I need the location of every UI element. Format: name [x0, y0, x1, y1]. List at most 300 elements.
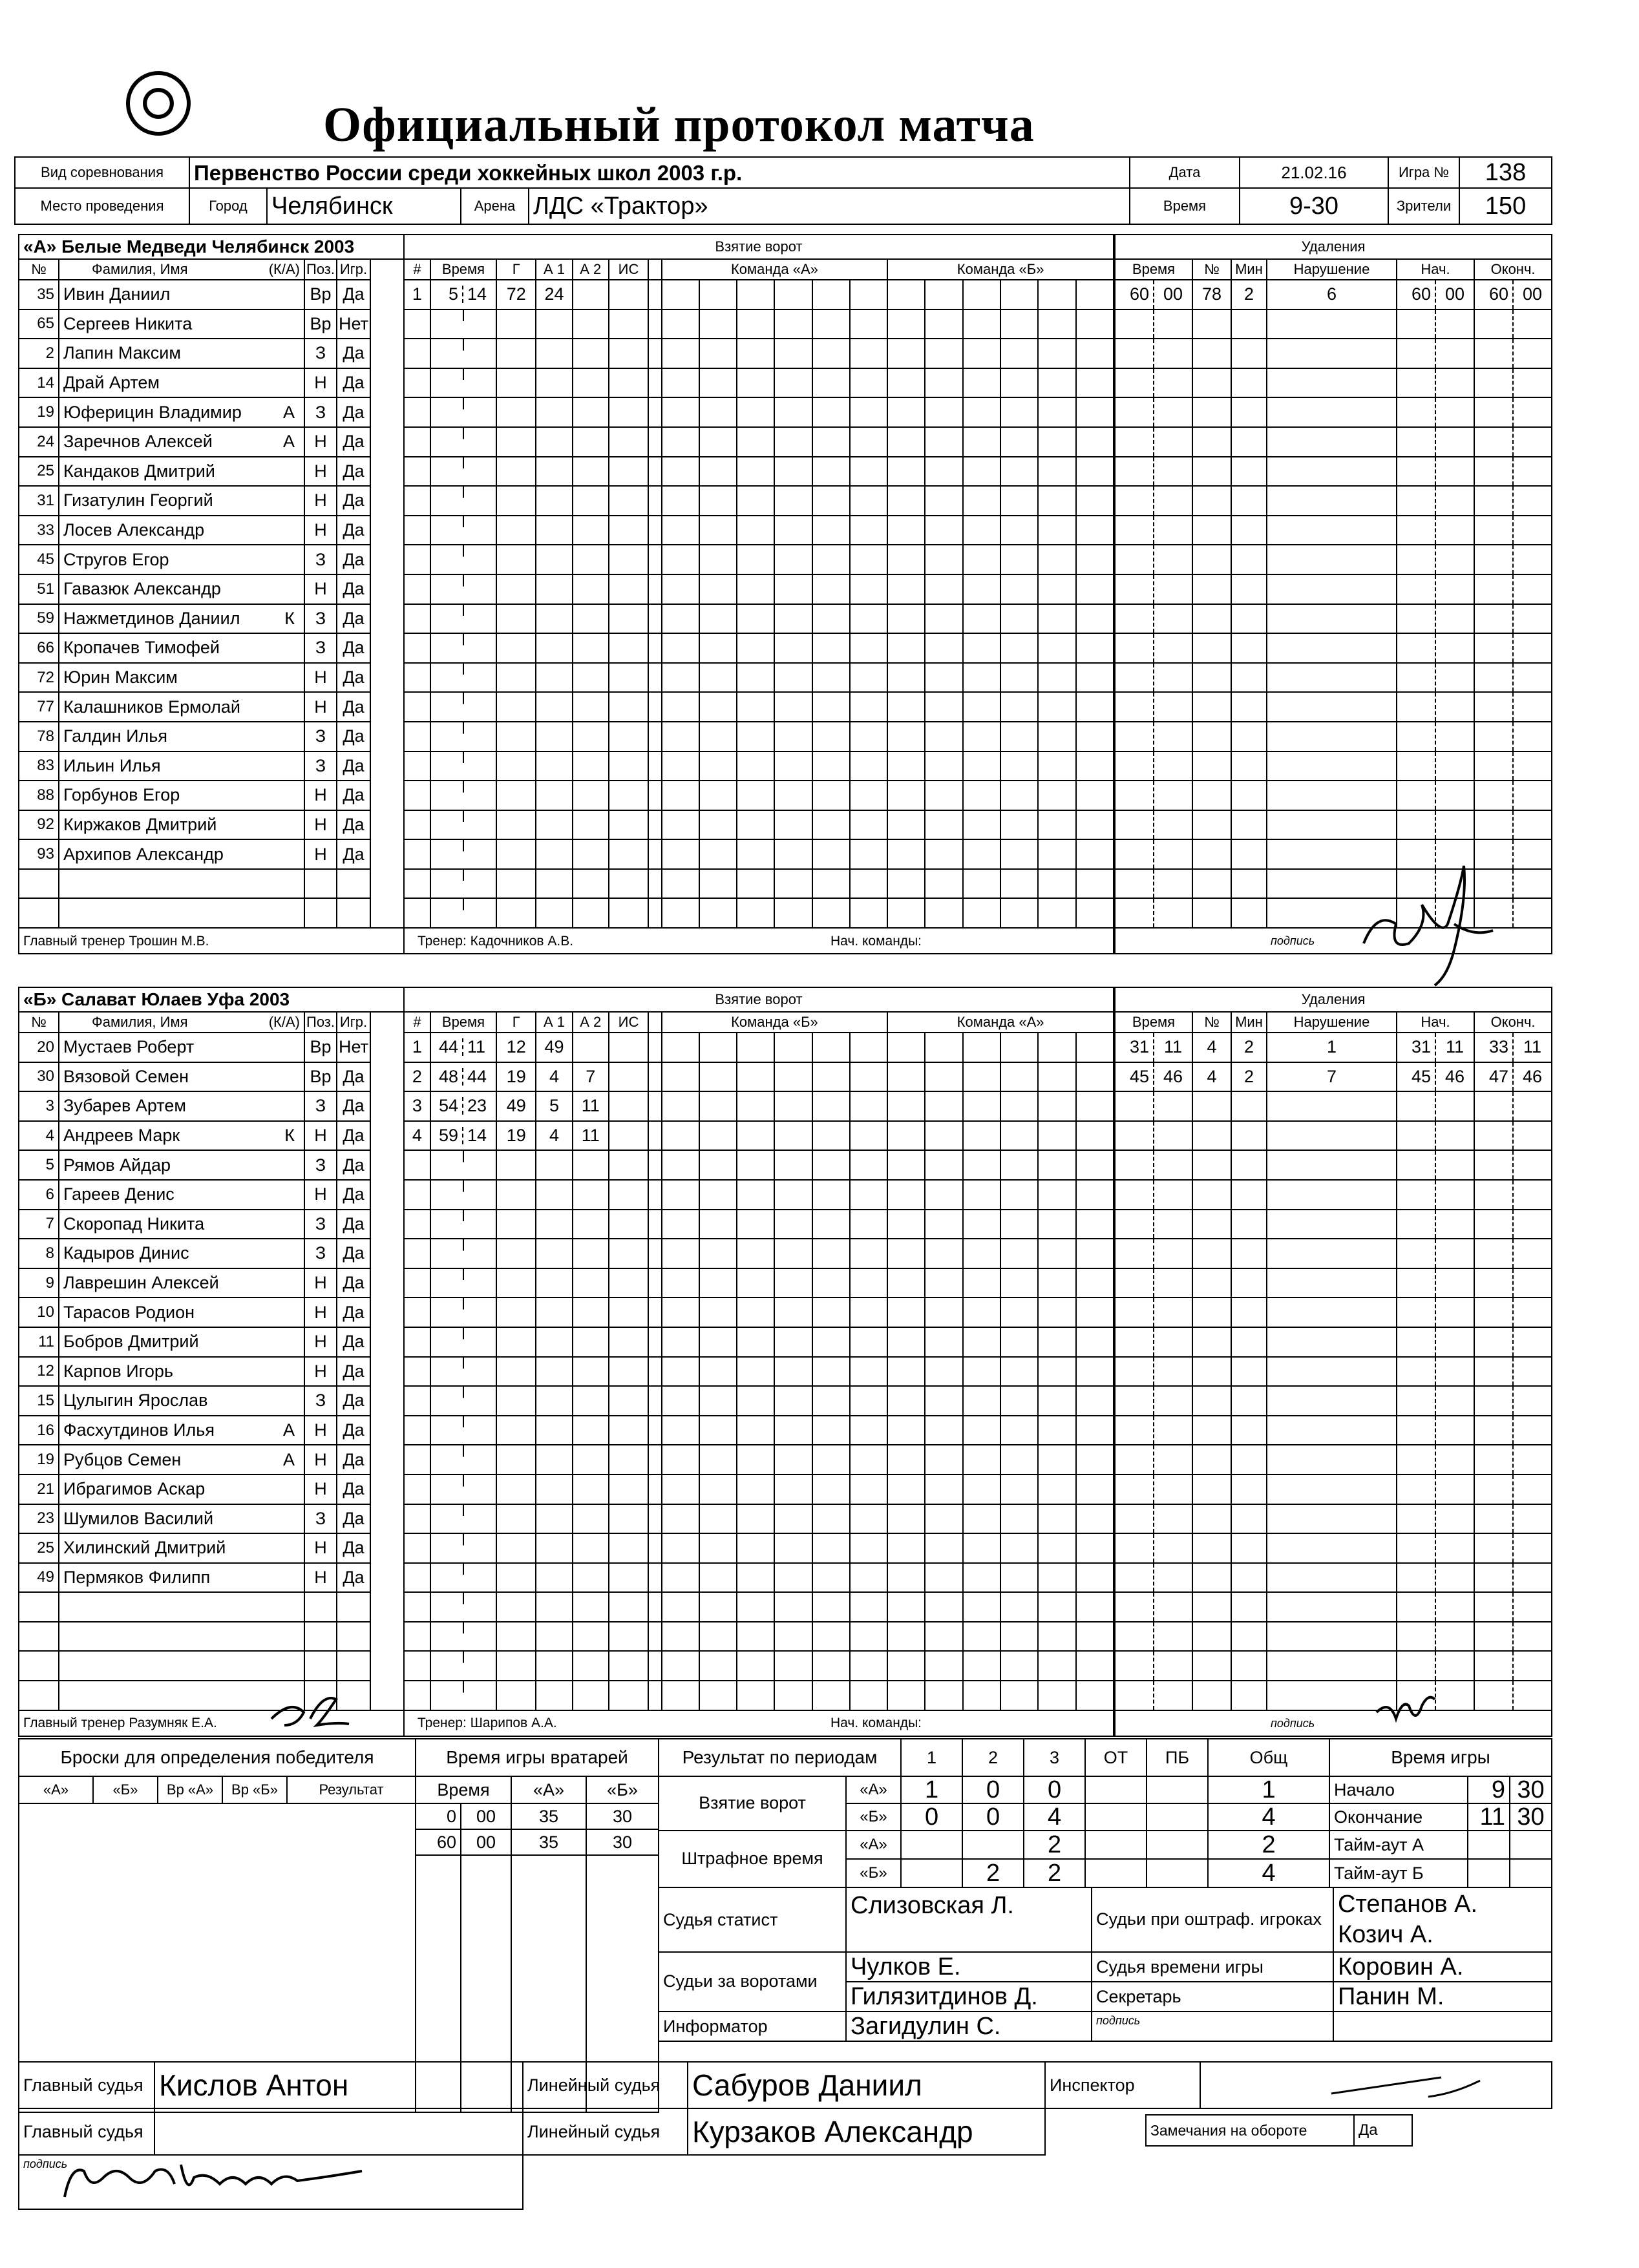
teamB-player-row — [19, 1091, 404, 1121]
teamA-penalty-row — [1115, 604, 1552, 634]
shootout-col-result: Результат — [287, 1776, 416, 1803]
goalie-row1-min: 0 — [416, 1803, 461, 1829]
teamA-player-name: Кандаков Дмитрий — [63, 461, 215, 481]
teamA-player-row — [19, 339, 404, 368]
teamA-player-row — [19, 427, 404, 457]
teamB-goal-is — [609, 1062, 648, 1092]
teamA-player-pos: Н — [304, 574, 337, 604]
timekeeper-value: Коровин А. — [1333, 1952, 1552, 1982]
teamB-player-no: 4 — [19, 1121, 59, 1151]
teamA-player-row — [19, 692, 404, 722]
teamB-goal-no: 1 — [404, 1033, 430, 1062]
teamA-player-no: 59 — [19, 604, 59, 634]
teamA-player-row — [19, 368, 404, 398]
teamB-pen-min-time: 31 — [1115, 1033, 1154, 1062]
teamA-player-played: Да — [337, 397, 370, 427]
teamB-goals-col-hash: # — [404, 1012, 430, 1033]
teamB-col-ka: (К/А) — [268, 1014, 300, 1030]
teamB-pen-minutes: 2 — [1231, 1062, 1267, 1092]
teamA-player-pos: Вр — [304, 310, 337, 339]
teamB-penalty-row — [1115, 1091, 1552, 1121]
goals-a-p1: 1 — [901, 1776, 962, 1803]
teamA-player-row — [19, 457, 404, 487]
teamB-col-no: № — [19, 1012, 59, 1033]
teamA-player-row — [19, 516, 404, 545]
teamA-player-pos: Н — [304, 368, 337, 398]
teamA-player-pos: З — [304, 722, 337, 751]
goalie-row1-b: 30 — [586, 1803, 659, 1829]
pim-a-ot — [1085, 1831, 1147, 1859]
teamB-penalty-row — [1115, 1563, 1552, 1593]
teamB-player-pos: Вр — [304, 1062, 337, 1092]
teamA-goal-row — [404, 751, 1114, 781]
teamA-player-row — [19, 781, 404, 810]
teamA-player-row — [19, 810, 404, 840]
teamB-player-played: Да — [337, 1475, 370, 1504]
goalie-time-title: Время игры вратарей — [416, 1739, 659, 1776]
teamB-player-no: 10 — [19, 1297, 59, 1327]
teamB-goal-min: 59 — [431, 1127, 463, 1144]
teamB-player-played: Да — [337, 1563, 370, 1593]
teamB-player-played: Да — [337, 1210, 370, 1239]
pim-a-p3: 2 — [1024, 1831, 1085, 1859]
teamB-penalty-row — [1115, 1062, 1552, 1092]
teamA-player-played: Да — [337, 339, 370, 368]
teamA-player-played: Да — [337, 427, 370, 457]
teamB-goal-row — [404, 1180, 1114, 1210]
teamA-player-name: Кропачев Тимофей — [63, 638, 220, 658]
teamB-goal-no: 2 — [404, 1062, 430, 1092]
teamA-player-no: 72 — [19, 663, 59, 693]
teamA-player-played: Да — [337, 663, 370, 693]
game-start-m: 30 — [1510, 1776, 1552, 1803]
goalie-row2-a: 35 — [511, 1829, 586, 1855]
informer-value: Загидулин С. — [846, 2011, 1092, 2041]
teamB-goal-row — [404, 1445, 1114, 1475]
periods-goals-label: Взятие ворот — [659, 1776, 846, 1831]
teamB-player-name: Мустаев Роберт — [63, 1037, 195, 1057]
teamB-player-row — [19, 1445, 404, 1475]
teamB-penalty-row — [1115, 1416, 1552, 1445]
teamB-player-no — [19, 1622, 59, 1652]
team-b-coach-signature — [265, 1686, 355, 1732]
teamB-pen-col-start: Нач. — [1397, 1012, 1474, 1033]
teamA-player-played: Да — [337, 545, 370, 574]
teamB-player-no — [19, 1592, 59, 1622]
competition-label: Вид соревнования — [15, 157, 189, 188]
goals-b-p1: 0 — [901, 1803, 962, 1831]
teamA-player-no: 51 — [19, 574, 59, 604]
teamA-player-row — [19, 280, 404, 310]
team-b-sign-signature — [1370, 1686, 1441, 1732]
teamA-goals-col-time: Время — [430, 259, 496, 280]
teamB-player-row — [19, 1622, 404, 1652]
teamA-goal-row — [404, 280, 1114, 310]
teamB-player-played: Да — [337, 1297, 370, 1327]
city-value: Челябинск — [267, 188, 461, 224]
teamA-goal-row — [404, 457, 1114, 487]
pim-b-ot — [1085, 1859, 1147, 1887]
teamA-player-played: Да — [337, 810, 370, 840]
teamA-player-played: Да — [337, 722, 370, 751]
linesman-label-2: Линейный судья — [523, 2108, 688, 2155]
teamB-penalty-row — [1115, 1592, 1552, 1622]
teamA-col-no: № — [19, 259, 59, 280]
teamB-pen-col-time: Время — [1115, 1012, 1192, 1033]
goalie-col-b: «Б» — [586, 1776, 659, 1803]
teamB-coach: Шарипов А.А. — [470, 1716, 557, 1731]
teamB-player-name: Цулыгин Ярослав — [63, 1391, 208, 1411]
teamA-player-played: Да — [337, 574, 370, 604]
teamA-goal-a2 — [573, 280, 609, 310]
teamA-goals — [403, 234, 1114, 954]
period-col-total: Общ — [1208, 1739, 1329, 1776]
teamB-goals-col-a2: А 2 — [573, 1012, 609, 1033]
teamA-sign-label: подпись — [1115, 928, 1552, 954]
teamA-player-name: Архипов Александр — [63, 844, 224, 864]
teamB-player-pos: З — [304, 1504, 337, 1534]
teamA-penalty-row — [1115, 692, 1552, 722]
teamA-goal-sec: 14 — [467, 284, 487, 304]
teamA-goal-row — [404, 486, 1114, 516]
goalie-row1-a: 35 — [511, 1803, 586, 1829]
teamB-player-pos: Н — [304, 1297, 337, 1327]
teamB-goal-row — [404, 1239, 1114, 1268]
teamB-player-played — [337, 1651, 370, 1681]
teamA-player-played: Да — [337, 280, 370, 310]
teamA-player-no: 33 — [19, 516, 59, 545]
teamB-player-no: 23 — [19, 1504, 59, 1534]
teamB-penalty-row — [1115, 1297, 1552, 1327]
teamB-goal-row — [404, 1210, 1114, 1239]
teamA-goals-col-hash: # — [404, 259, 430, 280]
teamA-player-name: Горбунов Егор — [63, 785, 180, 805]
teamB-goal-scorer: 49 — [496, 1091, 536, 1121]
teamA-goal-row — [404, 663, 1114, 693]
teamB-player-played: Нет — [337, 1033, 370, 1062]
teamB-player-pos: З — [304, 1091, 337, 1121]
teamB-goal-a1: 49 — [536, 1033, 572, 1062]
teamA-player-no: 88 — [19, 781, 59, 810]
teamB-player-pos: З — [304, 1386, 337, 1416]
pim-a-total: 2 — [1208, 1831, 1329, 1859]
statistician-label: Судья статист — [659, 1887, 846, 1952]
teamB-goals-col-a1: А 1 — [536, 1012, 572, 1033]
teamB-player-pos — [304, 1622, 337, 1652]
teamB-goals — [403, 987, 1114, 1737]
game-no-label: Игра № — [1388, 157, 1459, 188]
teamA-player-name: Лапин Максим — [63, 343, 181, 363]
teamB-player-no: 15 — [19, 1386, 59, 1416]
teamB-penalty-row — [1115, 1357, 1552, 1387]
teamB-player-row — [19, 1180, 404, 1210]
teamB-goal-no: 3 — [404, 1091, 430, 1121]
teamB-coach-label: Тренер: — [418, 1716, 467, 1731]
teamB-goal-sec: 23 — [467, 1096, 487, 1116]
teamB-pen-end-sec: 46 — [1513, 1062, 1552, 1092]
teamA-player-no: 77 — [19, 692, 59, 722]
game-end-label: Окончание — [1329, 1803, 1468, 1831]
teamB-player-played — [337, 1592, 370, 1622]
pim-b-total: 4 — [1208, 1859, 1329, 1887]
teamB-col-played: Игр. — [337, 1012, 370, 1033]
teamA-player-played: Да — [337, 486, 370, 516]
teamA-player-row — [19, 397, 404, 427]
teamA-player-pos — [304, 898, 337, 928]
teamA-col-name: Фамилия, Имя — [92, 261, 188, 277]
teamB-player-played: Да — [337, 1327, 370, 1357]
teamA-goals-col-a1: А 1 — [536, 259, 572, 280]
game-start-h: 9 — [1468, 1776, 1510, 1803]
timeout-b-label: Тайм-аут Б — [1329, 1859, 1468, 1887]
teamB-penalty-row — [1115, 1475, 1552, 1504]
linesman-2: Курзаков Александр — [688, 2108, 1045, 2155]
teamB-player-played: Да — [337, 1150, 370, 1180]
teamA-penalty-row — [1115, 810, 1552, 840]
teamB-goals-col-g: Г — [496, 1012, 536, 1033]
teamA-head-coach: Трошин М.В. — [129, 933, 209, 949]
teamB-penalty-row — [1115, 1268, 1552, 1298]
teamB-player-pos: Н — [304, 1445, 337, 1475]
teamA-goals-title: Взятие ворот — [404, 235, 1114, 259]
teamB-player-row — [19, 1651, 404, 1681]
teamA-pen-col-no: № — [1192, 259, 1231, 280]
teamA-goals-col-g: Г — [496, 259, 536, 280]
teamA-player-pos: Н — [304, 810, 337, 840]
teamB-player-no: 19 — [19, 1445, 59, 1475]
teamB-player-played: Да — [337, 1416, 370, 1445]
teamB-goal-row — [404, 1062, 1114, 1092]
teamA-player-pos: Вр — [304, 280, 337, 310]
teamA-goal-row — [404, 368, 1114, 398]
teamA-pen-col-min: Мин — [1231, 259, 1267, 280]
teamA-pen-title: Удаления — [1115, 235, 1552, 259]
venue-label: Место проведения — [15, 188, 189, 224]
teamB-pen-infraction: 1 — [1267, 1033, 1397, 1062]
teamB-player-row — [19, 1210, 404, 1239]
teamB-player-pos — [304, 1592, 337, 1622]
teamA-player-no — [19, 898, 59, 928]
timeout-a-label: Тайм-аут А — [1329, 1831, 1468, 1859]
goalie-row2-b: 30 — [586, 1829, 659, 1855]
venue-row — [14, 187, 1552, 225]
inspector-signature — [1325, 2068, 1493, 2106]
teamB-goal-scorer: 19 — [496, 1121, 536, 1151]
teamA-player-pos: З — [304, 339, 337, 368]
teamB-col-name: Фамилия, Имя — [92, 1014, 188, 1030]
teamB-player-pos: З — [304, 1239, 337, 1268]
teamB-pen-infraction: 7 — [1267, 1062, 1397, 1092]
teamB-player-played: Да — [337, 1091, 370, 1121]
teamB-pen-start-min: 31 — [1397, 1033, 1435, 1062]
teamA-goal-min: 5 — [431, 286, 463, 303]
teamA-player-name: Галдин Илья — [63, 726, 167, 746]
teamB-player-pos: Н — [304, 1180, 337, 1210]
secretary-label: Секретарь — [1092, 1982, 1333, 2011]
teamA-penalty-row — [1115, 368, 1552, 398]
teamB-goal-row — [404, 1651, 1114, 1681]
pim-b-p2: 2 — [962, 1859, 1024, 1887]
teamA-title: «А» Белые Медведи Челябинск 2003 — [19, 235, 404, 259]
teamA-player-no: 31 — [19, 486, 59, 516]
referee-2 — [154, 2108, 523, 2155]
teamB-player-name: Зубарев Артем — [63, 1096, 186, 1116]
goalie-col-a: «А» — [511, 1776, 586, 1803]
teamB-goal-row — [404, 1563, 1114, 1593]
teamB-player-played: Да — [337, 1268, 370, 1298]
game-end-m: 30 — [1510, 1803, 1552, 1831]
officials-table — [658, 1887, 1552, 2042]
teamA-player-no: 45 — [19, 545, 59, 574]
teamA-player-row — [19, 633, 404, 663]
teamA-goal-row — [404, 722, 1114, 751]
goals-a-p2: 0 — [962, 1776, 1024, 1803]
teamA-player-row — [19, 545, 404, 574]
teamA-player-no: 92 — [19, 810, 59, 840]
teamB-player-pos: Н — [304, 1327, 337, 1357]
teamB-player-played: Да — [337, 1121, 370, 1151]
teamA-pen-col-end: Оконч. — [1474, 259, 1552, 280]
teamB-goals-col-time: Время — [430, 1012, 496, 1033]
teamB-player-name: Бобров Дмитрий — [63, 1332, 199, 1352]
teamA-player-pos: З — [304, 751, 337, 781]
teamA-player-played: Да — [337, 604, 370, 634]
pim-b-p1 — [901, 1859, 962, 1887]
teamB-player-name: Кадыров Динис — [63, 1243, 189, 1263]
teamB-penalty-row — [1115, 1681, 1552, 1710]
teamB-player-row — [19, 1416, 404, 1445]
teamB-player-name: Тарасов Родион — [63, 1302, 195, 1322]
teamB-player-no — [19, 1681, 59, 1710]
goalie-time-table — [415, 1738, 659, 2113]
teamB-penalty-row — [1115, 1239, 1552, 1268]
teamA-player-pos: Н — [304, 516, 337, 545]
teamB-penalties — [1114, 987, 1552, 1737]
penalty-box-label: Судьи при оштраф. игроках — [1092, 1887, 1333, 1952]
teamB-player-no: 7 — [19, 1210, 59, 1239]
pim-a-p2 — [962, 1831, 1024, 1859]
teamB-player-no: 20 — [19, 1033, 59, 1062]
remarks-value: Да — [1354, 2115, 1412, 2146]
linesman-1: Сабуров Даниил — [688, 2062, 1045, 2108]
teamB-penalty-row — [1115, 1386, 1552, 1416]
teamB-player-pos: Н — [304, 1475, 337, 1504]
inspector-label: Инспектор — [1045, 2062, 1200, 2108]
teamB-player-pos: Н — [304, 1268, 337, 1298]
teamA-player-no: 2 — [19, 339, 59, 368]
teamB-player-played: Да — [337, 1062, 370, 1092]
teamA-penalty-row — [1115, 280, 1552, 310]
teamB-player-row — [19, 1268, 404, 1298]
teamB-goals-col-is: ИС — [609, 1012, 648, 1033]
teamA-player-row — [19, 869, 404, 899]
teamB-goal-a2: 11 — [573, 1121, 609, 1151]
teamA-penalty-row — [1115, 339, 1552, 368]
teamB-goal-a2 — [573, 1033, 609, 1062]
teamA-pen-end-sec: 00 — [1513, 280, 1552, 310]
teamB-penalty-row — [1115, 1150, 1552, 1180]
teamA-goal-row — [404, 310, 1114, 339]
teamA-player-no: 65 — [19, 310, 59, 339]
teamB-goal-row — [404, 1622, 1114, 1652]
teamB-penalty-row — [1115, 1210, 1552, 1239]
teamA-player-name: Лосев Александр — [63, 520, 205, 540]
teamA-goals-col-a2: А 2 — [573, 259, 609, 280]
teamB-goal-row — [404, 1386, 1114, 1416]
teamA-pen-start-min: 60 — [1397, 280, 1435, 310]
teamA-goal-scorer: 72 — [496, 280, 536, 310]
teamB-player-no: 11 — [19, 1327, 59, 1357]
teamA-goal-a1: 24 — [536, 280, 572, 310]
teamB-goal-no: 4 — [404, 1121, 430, 1151]
teamB-goal-row — [404, 1091, 1114, 1121]
teamA-player-name: Киржаков Дмитрий — [63, 814, 217, 834]
teamA-pen-end-min: 60 — [1474, 280, 1513, 310]
teamA-player-name: Гизатулин Георгий — [63, 490, 213, 510]
informer-label: Информатор — [659, 2011, 846, 2041]
teamB-player-played: Да — [337, 1239, 370, 1268]
teamB-pen-col-no: № — [1192, 1012, 1231, 1033]
teamA-pen-minutes: 2 — [1231, 280, 1267, 310]
goal-judge-1: Чулков Е. — [846, 1952, 1092, 1982]
teamA-pen-col-start: Нач. — [1397, 259, 1474, 280]
teamB-pen-player: 4 — [1192, 1033, 1231, 1062]
teamA-pen-infraction: 6 — [1267, 280, 1397, 310]
teamA-player-no: 93 — [19, 839, 59, 869]
teamA-player-name: Нажметдинов Даниил — [63, 608, 240, 628]
teamB-player-row — [19, 1239, 404, 1268]
teamA-penalty-row — [1115, 427, 1552, 457]
referee-label-2: Главный судья — [19, 2108, 154, 2155]
teamB-goal-sec: 11 — [467, 1037, 486, 1057]
teamA-penalty-row — [1115, 574, 1552, 604]
teamA-player-row — [19, 574, 404, 604]
teamA-pen-col-time: Время — [1115, 259, 1192, 280]
teamA-player-played — [337, 898, 370, 928]
goalie-row1-sec: 00 — [461, 1803, 511, 1829]
teamA-player-no: 14 — [19, 368, 59, 398]
teamB-player-row — [19, 1386, 404, 1416]
teamA-roster — [18, 234, 405, 954]
teamA-player-played: Да — [337, 781, 370, 810]
teamA-penalty-row — [1115, 722, 1552, 751]
teamA-player-name: Стругов Егор — [63, 549, 169, 569]
teamB-player-pos: Вр — [304, 1033, 337, 1062]
teamA-penalty-row — [1115, 457, 1552, 487]
remarks-box — [1145, 2114, 1413, 2147]
goals-b-total: 4 — [1208, 1803, 1329, 1831]
teamA-goal-row — [404, 397, 1114, 427]
teamB-roster — [18, 987, 405, 1737]
teamA-player-name: Юрин Максим — [63, 667, 178, 688]
period-results-table — [658, 1738, 1330, 1888]
teamA-player-name: Калашников Ермолай — [63, 697, 241, 717]
teamB-pen-end-min: 47 — [1474, 1062, 1513, 1092]
teamB-player-row — [19, 1504, 404, 1534]
teamB-goal-row — [404, 1357, 1114, 1387]
teamA-pen-player: 78 — [1192, 280, 1231, 310]
teamB-goal-a2: 11 — [573, 1091, 609, 1121]
teamA-goal-no: 1 — [404, 280, 430, 310]
teamA-goal-row — [404, 692, 1114, 722]
teamB-player-row — [19, 1563, 404, 1593]
teamB-player-pos: Н — [304, 1563, 337, 1593]
teamA-goals-col-team1: Команда «А» — [662, 259, 888, 280]
teamA-player-row — [19, 839, 404, 869]
statistician-value: Слизовская Л. — [846, 1887, 1092, 1952]
teamB-goal-row — [404, 1121, 1114, 1151]
teamB-player-ka: К — [284, 1126, 295, 1146]
